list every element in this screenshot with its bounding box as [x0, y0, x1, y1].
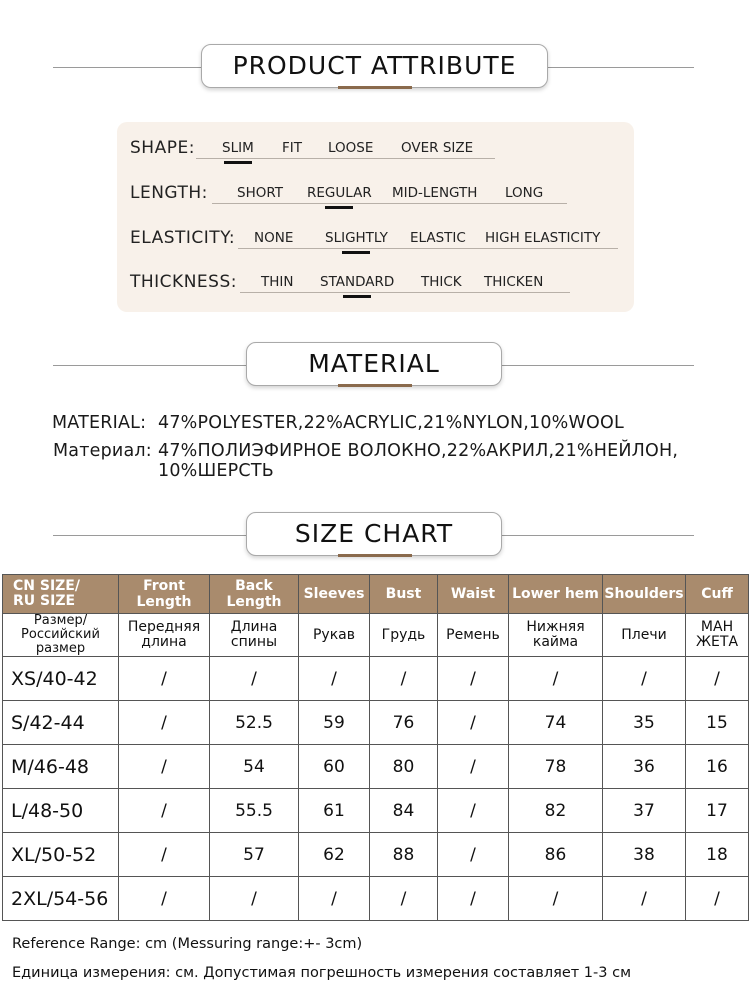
table-cell: Cuff [686, 575, 749, 614]
attribute-option: FIT [282, 140, 302, 156]
table-cell: Front Length [119, 575, 210, 614]
table-cell: / [438, 745, 509, 789]
table-cell: / [119, 701, 210, 745]
table-cell: CN SIZE/ RU SIZE [3, 575, 119, 614]
attribute-row-elasticity [130, 228, 650, 252]
table-cell: 17 [686, 789, 749, 833]
attribute-label: SHAPE: [130, 138, 195, 158]
section-header-material [0, 342, 750, 388]
table-cell: 61 [299, 789, 370, 833]
attribute-option: STANDARD [320, 274, 394, 290]
table-cell: МАН ЖЕТА [686, 614, 749, 657]
table-cell: Нижняя кайма [509, 614, 603, 657]
table-cell: 86 [509, 833, 603, 877]
attribute-option: OVER SIZE [401, 140, 474, 156]
table-header-en [3, 575, 749, 614]
table-row [3, 745, 749, 789]
section-header-size-chart [0, 512, 750, 558]
table-cell: 52.5 [210, 701, 299, 745]
table-cell: / [119, 745, 210, 789]
table-cell: / [438, 789, 509, 833]
table-cell: / [603, 877, 686, 921]
table-cell: / [603, 657, 686, 701]
table-cell: / [438, 701, 509, 745]
table-cell: Ремень [438, 614, 509, 657]
table-cell: Длина спины [210, 614, 299, 657]
table-cell: Грудь [370, 614, 438, 657]
table-cell: Размер/ Российский размер [3, 614, 119, 657]
selected-indicator [325, 206, 353, 209]
table-row [3, 833, 749, 877]
table-cell: 78 [509, 745, 603, 789]
material-value-ru-line1: 47%ПОЛИЭФИРНОЕ ВОЛОКНО,22%АКРИЛ,21%НЕЙЛОН, [158, 441, 679, 461]
attribute-option: NONE [254, 230, 294, 246]
table-cell: / [119, 833, 210, 877]
table-cell: / [509, 657, 603, 701]
table-cell: Рукав [299, 614, 370, 657]
table-cell: / [686, 877, 749, 921]
attribute-label: LENGTH: [130, 183, 208, 203]
size-table [2, 574, 749, 921]
attribute-option: LOOSE [328, 140, 374, 156]
attribute-row-thickness [130, 272, 650, 296]
table-cell: 74 [509, 701, 603, 745]
selected-indicator [342, 251, 370, 254]
table-cell: 38 [603, 833, 686, 877]
table-cell: 57 [210, 833, 299, 877]
table-cell: 88 [370, 833, 438, 877]
attribute-label: THICKNESS: [130, 272, 237, 292]
table-cell: M/46-48 [3, 745, 119, 789]
table-row [3, 789, 749, 833]
table-cell: Плечи [603, 614, 686, 657]
table-cell: Sleeves [299, 575, 370, 614]
attribute-option: SHORT [237, 185, 283, 201]
table-cell: 60 [299, 745, 370, 789]
table-cell: 36 [603, 745, 686, 789]
table-cell: / [686, 657, 749, 701]
attribute-option: THICKEN [484, 274, 544, 290]
attribute-option: SLIGHTLY [325, 230, 388, 246]
material-value-ru-line2: 10%ШЕРСТЬ [158, 461, 274, 481]
material-label-en: MATERIAL: [52, 413, 147, 433]
section-header-attribute [0, 44, 750, 90]
table-header-ru [3, 614, 749, 657]
material-label-ru: Материал: [53, 441, 152, 461]
table-cell: 84 [370, 789, 438, 833]
table-cell: 55.5 [210, 789, 299, 833]
material-value-en: 47%POLYESTER,22%ACRYLIC,21%NYLON,10%WOOL [158, 413, 624, 433]
attribute-label: ELASTICITY: [130, 228, 236, 248]
attribute-row-shape [130, 138, 650, 162]
table-cell: / [438, 657, 509, 701]
table-cell: L/48-50 [3, 789, 119, 833]
table-row [3, 701, 749, 745]
section-title-size-chart: SIZE CHART [246, 512, 502, 556]
table-cell: XS/40-42 [3, 657, 119, 701]
table-cell: 37 [603, 789, 686, 833]
table-cell: 80 [370, 745, 438, 789]
table-cell: XL/50-52 [3, 833, 119, 877]
table-cell: 2XL/54-56 [3, 877, 119, 921]
table-cell: Waist [438, 575, 509, 614]
table-cell: Bust [370, 575, 438, 614]
table-cell: Shoulders [603, 575, 686, 614]
table-cell: 18 [686, 833, 749, 877]
table-cell: 82 [509, 789, 603, 833]
table-cell: / [210, 657, 299, 701]
table-row [3, 657, 749, 701]
table-cell: 15 [686, 701, 749, 745]
table-cell: 16 [686, 745, 749, 789]
table-cell: S/42-44 [3, 701, 119, 745]
table-cell: / [509, 877, 603, 921]
table-cell: / [370, 657, 438, 701]
table-cell: Back Length [210, 575, 299, 614]
section-title-material: MATERIAL [246, 342, 502, 386]
table-cell: / [119, 877, 210, 921]
attribute-option: THIN [261, 274, 294, 290]
table-cell: / [119, 657, 210, 701]
attribute-option: MID-LENGTH [392, 185, 478, 201]
table-cell: 76 [370, 701, 438, 745]
table-cell: 54 [210, 745, 299, 789]
table-cell: / [299, 877, 370, 921]
table-cell: Lower hem [509, 575, 603, 614]
table-cell: / [438, 877, 509, 921]
table-row [3, 877, 749, 921]
reference-note-en: Reference Range: cm (Messuring range:+- 3cm) [12, 936, 363, 952]
table-cell: / [370, 877, 438, 921]
attribute-row-length [130, 183, 650, 207]
selected-indicator [343, 295, 371, 298]
table-cell: / [210, 877, 299, 921]
attribute-option: LONG [505, 185, 544, 201]
table-cell: 62 [299, 833, 370, 877]
table-cell: 35 [603, 701, 686, 745]
selected-indicator [224, 161, 252, 164]
attribute-option: THICK [421, 274, 462, 290]
table-cell: / [299, 657, 370, 701]
attribute-option: ELASTIC [410, 230, 466, 246]
table-cell: 59 [299, 701, 370, 745]
attribute-option: SLIM [222, 140, 254, 156]
table-cell: / [438, 833, 509, 877]
table-cell: / [119, 789, 210, 833]
reference-note-ru: Единица измерения: см. Допустимая погрешность измерения составляет 1-3 см [12, 965, 632, 981]
section-title-attribute: PRODUCT ATTRIBUTE [201, 44, 548, 88]
attribute-option: HIGH ELASTICITY [485, 230, 601, 246]
table-cell: Передняя длина [119, 614, 210, 657]
attribute-option: REGULAR [307, 185, 372, 201]
